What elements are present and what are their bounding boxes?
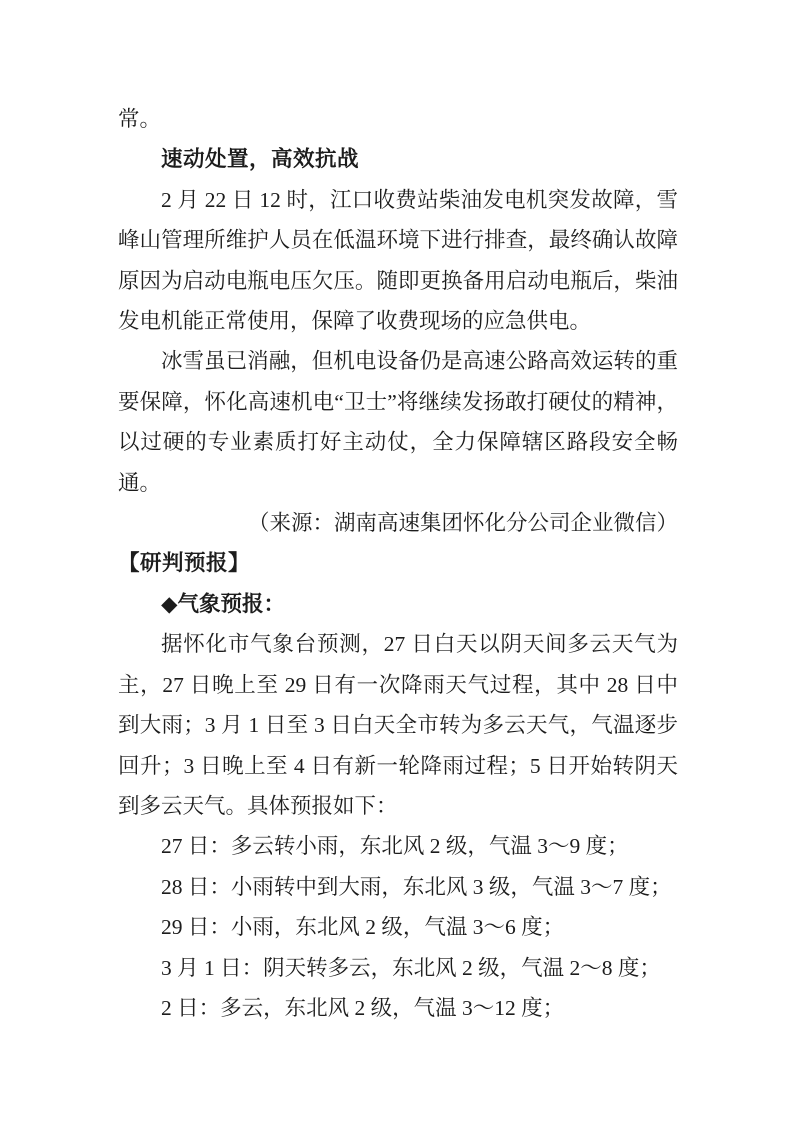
- forecast-item-mar2: 2 日：多云，东北风 2 级，气温 3～12 度；: [161, 995, 565, 1020]
- section-title-forecast: 【研判预报】: [118, 551, 251, 576]
- paragraph-continuation: 常。: [118, 107, 162, 131]
- forecast-item-day28: 28 日：小雨转中到大雨，东北风 3 级，气温 3～7 度；: [161, 874, 672, 899]
- forecast-item-mar1: 3 月 1 日：阴天转多云，东北风 2 级，气温 2～8 度；: [161, 955, 661, 980]
- article-subtitle-heading: 速动处置，高效抗战: [161, 147, 360, 172]
- subsection-title-weather: ◆气象预报：: [161, 591, 286, 616]
- paragraph-closing: 冰雪虽已消融，但机电设备仍是高速公路高效运转的重要保障，怀化高速机电“卫士”将继续发扬敢打硬仗的精神，以过硬的专业素质打好主动仗，全力保障辖区路段安全畅通。: [118, 349, 678, 495]
- forecast-item-day29: 29 日：小雨，东北风 2 级，气温 3～6 度；: [161, 915, 565, 940]
- source-attribution: （来源：湖南高速集团怀化分公司企业微信）: [247, 511, 678, 536]
- paragraph-forecast-intro: 据怀化市气象台预测，27 日白天以阴天间多云天气为主，27 日晚上至 29 日有一次降雨天气过程，其中 28 日中到大雨；3 月 1 日至 3 日白天全市转为多云天气，气温逐步回升；3 日晚上至 4 日有新一轮降雨过程；5 日开始转阴天到多云天气。具体预报如下：: [118, 632, 678, 818]
- document-content: [118, 99, 678, 1028]
- forecast-item-day27: 27 日：多云转小雨，东北风 2 级，气温 3～9 度；: [161, 834, 629, 859]
- paragraph-generator-fault: 2 月 22 日 12 时，江口收费站柴油发电机突发故障，雪峰山管理所维护人员在低温环境下进行排查，最终确认故障原因为启动电瓶电压欠压。随即更换备用启动电瓶后，柴油发电机能正常使用，保障了收费现场的应急供电。: [118, 187, 678, 334]
